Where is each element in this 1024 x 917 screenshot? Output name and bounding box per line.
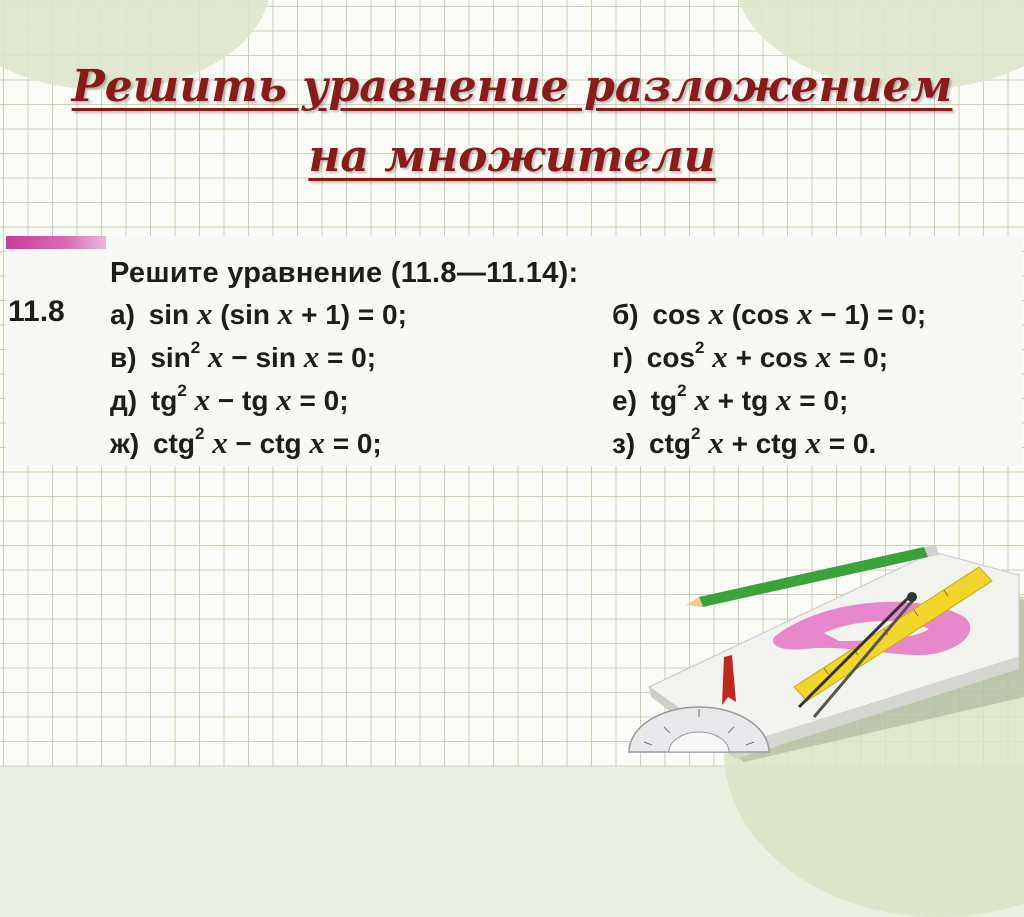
equation-tail: = 0;	[327, 342, 377, 373]
equation-fn: tg	[150, 385, 178, 416]
task-heading: Решите уравнение (11.8—11.14):	[110, 257, 579, 289]
textbook-excerpt	[6, 236, 1022, 466]
equation-tail: = 0;	[332, 428, 382, 459]
equation-exponent: 2	[194, 423, 205, 443]
equation-label: з)	[612, 428, 636, 459]
equation-fn: cos	[759, 342, 808, 373]
equation-tail: = 0;	[299, 385, 349, 416]
equation-e	[612, 380, 848, 421]
equation-fn: ctg	[259, 428, 302, 459]
equation-fn: ctg	[755, 428, 798, 459]
equation-variable: x	[694, 382, 710, 417]
accent-bar	[6, 236, 106, 249]
equation-tail: = 0.	[828, 428, 877, 459]
slide-title	[0, 52, 1024, 192]
equation-operator: +	[735, 342, 752, 373]
equation-variable: x	[309, 425, 325, 460]
equation-label: б)	[612, 299, 639, 330]
equation-z	[612, 423, 876, 464]
equation-variable: x	[303, 339, 320, 374]
equation-variable: x	[712, 339, 728, 374]
equation-fn: cos	[741, 299, 790, 330]
equation-variable: x	[776, 382, 792, 417]
equation-variable: x	[797, 296, 813, 331]
equation-exponent: 2	[691, 423, 701, 443]
equation-variable: x	[805, 425, 821, 460]
equation-a: а) sin x (sin x + 1) = 0;	[110, 294, 407, 335]
equation-label: д)	[110, 385, 138, 416]
equation-operator: −	[231, 342, 248, 373]
equation-variable: x	[208, 339, 224, 374]
equation-operator: −	[235, 428, 252, 459]
equation-fn: sin	[150, 342, 191, 373]
equation-fn: ctg	[649, 428, 692, 459]
equation-exponent: 2	[177, 380, 187, 400]
equation-d	[110, 380, 349, 421]
equation-operator: −	[217, 385, 235, 416]
equation-variable: x	[277, 296, 294, 331]
equation-label: а)	[110, 299, 135, 330]
equation-fn: tg	[650, 385, 678, 416]
equation-zh	[110, 423, 382, 464]
equation-label: г)	[612, 342, 633, 373]
equation-tail: + 1) = 0;	[301, 299, 407, 330]
equation-tail: − 1) = 0;	[820, 299, 927, 330]
title-line-1: Решить уравнение разложением	[71, 61, 953, 112]
equation-fn: sin	[148, 299, 190, 330]
equation-fn: tg	[741, 385, 769, 416]
equation-tail: = 0;	[839, 342, 889, 373]
equation-exponent: 2	[677, 380, 687, 400]
task-number: 11.8	[8, 295, 65, 328]
equation-label: е)	[612, 385, 637, 416]
equation-variable: x	[212, 425, 228, 460]
equation-fn: tg	[242, 385, 269, 416]
equation-operator: +	[717, 385, 735, 416]
equation-exponent: 2	[695, 337, 705, 357]
equation-variable: x	[708, 425, 724, 460]
equation-exponent: 2	[190, 337, 201, 357]
equation-variable: x	[194, 382, 211, 417]
equation-tail: = 0;	[799, 385, 849, 416]
equation-variable: x	[815, 339, 832, 374]
equation-label: в)	[110, 342, 137, 373]
equation-fn: sin	[229, 299, 271, 330]
equation-variable: x	[708, 296, 724, 331]
equation-variable: x	[196, 296, 213, 331]
equation-operator: +	[731, 428, 748, 459]
equation-fn: sin	[255, 342, 296, 373]
equation-fn: ctg	[152, 428, 195, 459]
equation-g	[612, 337, 888, 378]
notebook-pencil-ruler-compass-icon	[624, 537, 1024, 767]
equation-fn: cos	[646, 342, 696, 373]
equation-v	[110, 337, 376, 378]
equation-label: ж)	[110, 428, 140, 459]
equation-variable: x	[276, 382, 292, 417]
equation-fn: cos	[652, 299, 701, 330]
equation-b: б) cos x (cos x − 1) = 0;	[612, 294, 926, 335]
title-line-2: на множители	[308, 131, 716, 182]
